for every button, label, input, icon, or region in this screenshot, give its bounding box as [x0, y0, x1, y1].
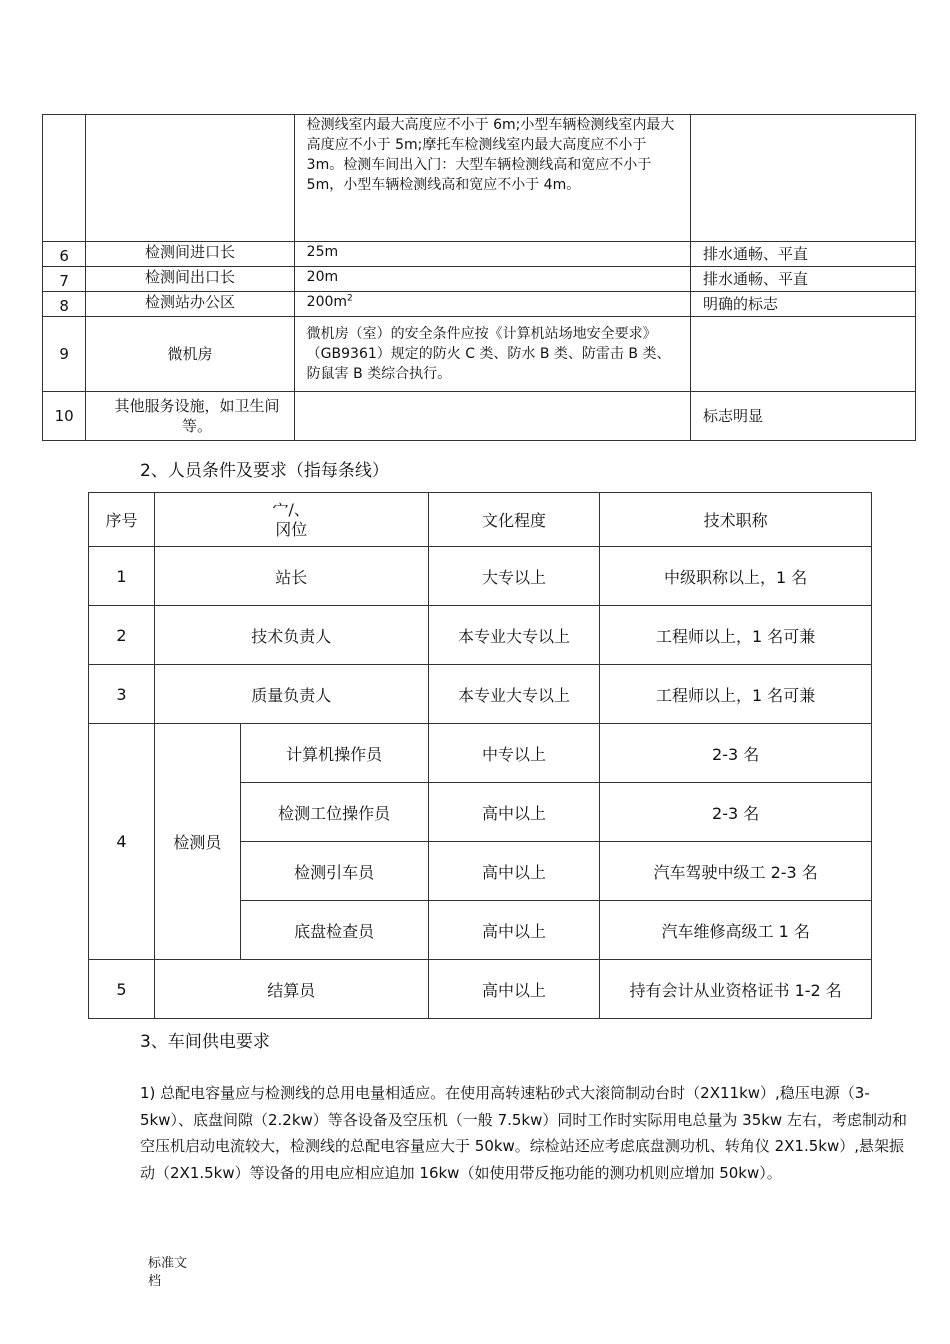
- table-row: [89, 724, 872, 783]
- note-cell: [690, 115, 915, 242]
- group-label-cell: 检测员: [154, 724, 240, 960]
- education-cell: 高中以上: [428, 783, 600, 842]
- title-cell: 中级职称以上，1 名: [600, 547, 872, 606]
- note-cell: 明确的标志: [690, 292, 915, 317]
- header-title: 技术职称: [600, 493, 872, 547]
- post-cell: 计算机操作员: [240, 724, 428, 783]
- table-row: [89, 665, 872, 724]
- item-name-cell: 其他服务设施，如卫生间等。: [86, 392, 294, 441]
- seq-cell: 5: [89, 960, 155, 1019]
- footer-line: 档: [148, 1274, 162, 1289]
- seq-cell: 4: [89, 724, 155, 960]
- post-cell: 结算员: [154, 960, 428, 1019]
- table-header-row: [89, 493, 872, 547]
- facility-table: [42, 114, 916, 441]
- seq-cell: 3: [89, 665, 155, 724]
- header-post-line2: 冈位: [275, 519, 308, 539]
- title-cell: 汽车驾驶中级工 2-3 名: [600, 842, 872, 901]
- header-post: [154, 493, 428, 547]
- header-post-line1: 宀/、: [272, 499, 310, 519]
- post-cell: 技术负责人: [154, 606, 428, 665]
- table-row: [89, 960, 872, 1019]
- education-cell: 中专以上: [428, 724, 600, 783]
- row-number-cell: 8: [43, 292, 86, 317]
- post-cell: 检测工位操作员: [240, 783, 428, 842]
- post-cell: 质量负责人: [154, 665, 428, 724]
- title-cell: 2-3 名: [600, 724, 872, 783]
- requirement-cell: 25m: [294, 242, 690, 267]
- power-requirement-paragraph: 1) 总配电容量应与检测线的总用电量相适应。在使用高转速粘砂式大滚筒制动台时（2X11kw）,稳压电源（3-5kw）、底盘间隙（2.2kw）等各设备及空压机（一般 7.5kw）同时工作时实际用电总量为 35kw 左右，考虑制动和空压机启动电流较大，检测线的总配电容量应大于 50kw。综检站还应考虑底盘测功机、转角仪 2X1.5kw）,悬架振动（2X1.5kw）等设备的用电应相应追加 16kw（如使用带反拖功能的测功机则应增加 50kw）。: [140, 1084, 907, 1182]
- requirement-cell: 微机房（室）的安全条件应按《计算机站场地安全要求》（GB9361）规定的防火 C 类、防水 B 类、防雷击 B 类、防鼠害 B 类综合执行。: [294, 317, 690, 392]
- item-name-cell: 检测站办公区: [86, 292, 294, 317]
- table-row: [43, 115, 916, 242]
- personnel-table: [88, 492, 872, 1019]
- section-heading: 2、人员条件及要求（指每条线）: [140, 461, 389, 481]
- requirement-cell: [294, 392, 690, 441]
- row-number-cell: 9: [43, 317, 86, 392]
- post-cell: 底盘检查员: [240, 901, 428, 960]
- table-row: [43, 317, 916, 392]
- requirement-cell: 检测线室内最大高度应不小于 6m;小型车辆检测线室内最大高度应不小于 5m;摩托车检测线室内最大高度应不小于 3m。检测车间出入门：大型车辆检测线高和宽应不小于 5m，小型车辆检测线高和宽应不小于 4m。: [294, 115, 690, 242]
- education-cell: 高中以上: [428, 960, 600, 1019]
- row-number-cell: 10: [43, 392, 86, 441]
- footer-line: 标准文: [148, 1256, 188, 1271]
- post-cell: 检测引车员: [240, 842, 428, 901]
- education-cell: 高中以上: [428, 901, 600, 960]
- header-education: 文化程度: [428, 493, 600, 547]
- table-row: [43, 242, 916, 267]
- table-row: [43, 292, 916, 317]
- header-seq: 序号: [89, 493, 155, 547]
- table-row: [43, 392, 916, 441]
- table-row: [89, 547, 872, 606]
- note-cell: [690, 317, 915, 392]
- education-cell: 本专业大专以上: [428, 665, 600, 724]
- row-number-cell: 7: [43, 267, 86, 292]
- post-cell: 站长: [154, 547, 428, 606]
- page-footer: [148, 1255, 208, 1291]
- education-cell: 高中以上: [428, 842, 600, 901]
- row-number-cell: [43, 115, 86, 242]
- table-row: [43, 267, 916, 292]
- note-cell: 排水通畅、平直: [690, 242, 915, 267]
- item-name-cell: 微机房: [86, 317, 294, 392]
- education-cell: 本专业大专以上: [428, 606, 600, 665]
- title-cell: 2-3 名: [600, 783, 872, 842]
- education-cell: 大专以上: [428, 547, 600, 606]
- item-name-cell: 检测间出口长: [86, 267, 294, 292]
- item-name-cell: 检测间进口长: [86, 242, 294, 267]
- title-cell: 持有会计从业资格证书 1-2 名: [600, 960, 872, 1019]
- row-number-cell: 6: [43, 242, 86, 267]
- item-name-cell: [86, 115, 294, 242]
- note-cell: 排水通畅、平直: [690, 267, 915, 292]
- table-row: [89, 606, 872, 665]
- seq-cell: 2: [89, 606, 155, 665]
- area-value: 200m: [306, 294, 348, 310]
- title-cell: 工程师以上，1 名可兼: [600, 606, 872, 665]
- seq-cell: 1: [89, 547, 155, 606]
- section-heading: 3、车间供电要求: [140, 1032, 270, 1052]
- requirement-cell: [294, 292, 690, 317]
- title-cell: 工程师以上，1 名可兼: [600, 665, 872, 724]
- area-unit-superscript: 2: [347, 293, 353, 304]
- requirement-cell: 20m: [294, 267, 690, 292]
- title-cell: 汽车维修高级工 1 名: [600, 901, 872, 960]
- note-cell: 标志明显: [690, 392, 915, 441]
